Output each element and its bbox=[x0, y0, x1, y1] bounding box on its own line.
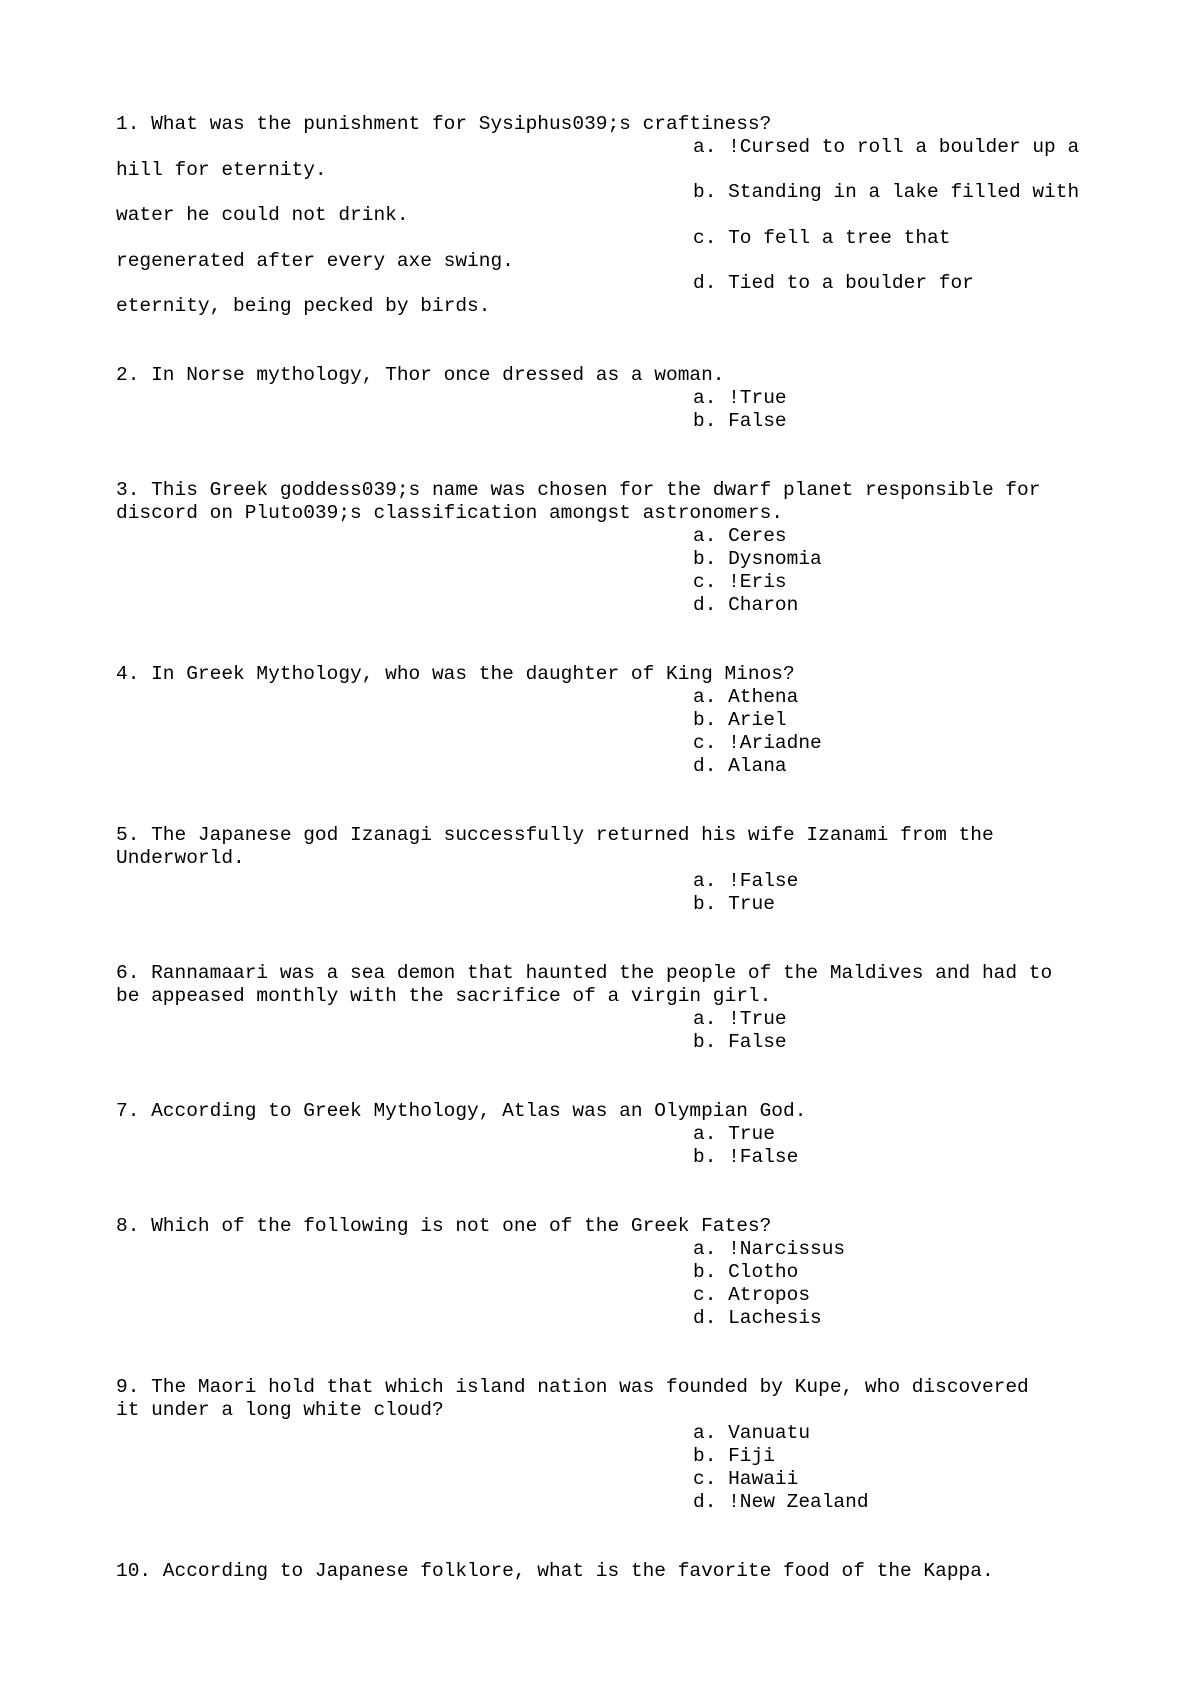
answer-option: d. !New Zealand bbox=[693, 1491, 869, 1513]
answer-option: d. Charon bbox=[693, 594, 799, 616]
answer-option: a. !False bbox=[693, 870, 799, 892]
answer-option-wrap: water he could not drink. bbox=[116, 204, 409, 226]
question-text: Underworld. bbox=[116, 847, 245, 869]
question-text: 3. This Greek goddess039;s name was chosen for the dwarf planet responsible for bbox=[116, 479, 1041, 501]
question-text: 7. According to Greek Mythology, Atlas was an Olympian God. bbox=[116, 1100, 807, 1122]
answer-option: a. !Narcissus bbox=[693, 1238, 846, 1260]
question-text: 5. The Japanese god Izanagi successfully returned his wife Izanami from the bbox=[116, 824, 994, 846]
answer-option: b. False bbox=[693, 410, 787, 432]
question-text: be appeased monthly with the sacrifice of a virgin girl. bbox=[116, 985, 772, 1007]
question-text: it under a long white cloud? bbox=[116, 1399, 444, 1421]
answer-option: c. Hawaii bbox=[693, 1468, 799, 1490]
question-text: 8. Which of the following is not one of the Greek Fates? bbox=[116, 1215, 772, 1237]
answer-option: b. True bbox=[693, 893, 775, 915]
question-text: discord on Pluto039;s classification amongst astronomers. bbox=[116, 502, 784, 524]
answer-option: a. !Cursed to roll a boulder up a bbox=[693, 136, 1080, 158]
answer-option: c. Atropos bbox=[693, 1284, 811, 1306]
answer-option: c. !Eris bbox=[693, 571, 787, 593]
answer-option-wrap: hill for eternity. bbox=[116, 159, 327, 181]
answer-option: a. Ceres bbox=[693, 525, 787, 547]
answer-option: d. Tied to a boulder for bbox=[693, 272, 974, 294]
answer-option: c. To fell a tree that bbox=[693, 227, 951, 249]
answer-option: b. Dysnomia bbox=[693, 548, 822, 570]
question-text: 1. What was the punishment for Sysiphus039;s craftiness? bbox=[116, 113, 772, 135]
question-text: 6. Rannamaari was a sea demon that haunted the people of the Maldives and had to bbox=[116, 962, 1053, 984]
answer-option-wrap: eternity, being pecked by birds. bbox=[116, 295, 491, 317]
answer-option: a. Athena bbox=[693, 686, 799, 708]
answer-option: b. Standing in a lake filled with bbox=[693, 181, 1080, 203]
answer-option: d. Alana bbox=[693, 755, 787, 777]
answer-option: c. !Ariadne bbox=[693, 732, 822, 754]
answer-option: a. Vanuatu bbox=[693, 1422, 811, 1444]
question-text: 2. In Norse mythology, Thor once dressed as a woman. bbox=[116, 364, 725, 386]
answer-option: b. !False bbox=[693, 1146, 799, 1168]
question-text: 4. In Greek Mythology, who was the daughter of King Minos? bbox=[116, 663, 795, 685]
answer-option-wrap: regenerated after every axe swing. bbox=[116, 250, 514, 272]
answer-option: b. Fiji bbox=[693, 1445, 775, 1467]
answer-option: a. !True bbox=[693, 387, 787, 409]
answer-option: b. Ariel bbox=[693, 709, 787, 731]
answer-option: d. Lachesis bbox=[693, 1307, 822, 1329]
answer-option: a. True bbox=[693, 1123, 775, 1145]
answer-option: b. Clotho bbox=[693, 1261, 799, 1283]
question-text: 9. The Maori hold that which island nation was founded by Kupe, who discovered bbox=[116, 1376, 1029, 1398]
answer-option: a. !True bbox=[693, 1008, 787, 1030]
answer-option: b. False bbox=[693, 1031, 787, 1053]
question-text: 10. According to Japanese folklore, what is the favorite food of the Kappa. bbox=[116, 1560, 994, 1582]
